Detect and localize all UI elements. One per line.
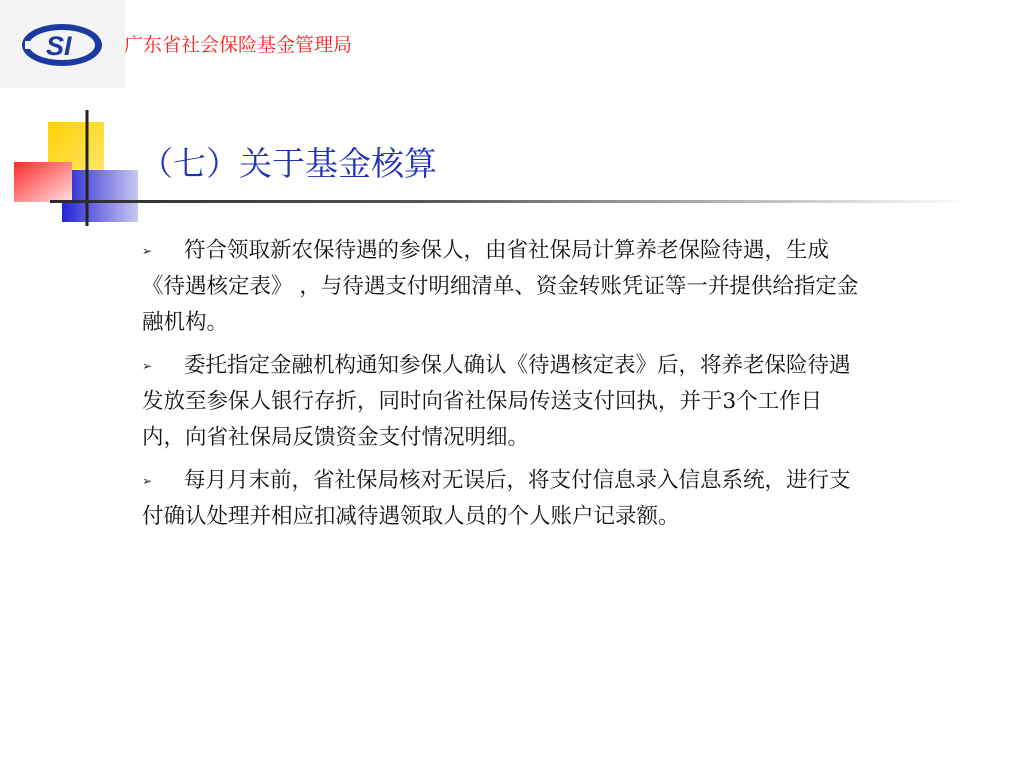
si-logo-icon <box>20 22 104 68</box>
bullet-text: 委托指定金融机构通知参保人确认《待遇核定表》后，将养老保险待遇发放至参保人银行存折，同时向省社保局传送支付回执，并于3个工作日内，向省社保局反馈资金支付情况明细。 <box>142 353 851 450</box>
red-square <box>14 162 72 202</box>
bullet-text: 符合领取新农保待遇的参保人，由省社保局计算养老保险待遇，生成《待遇核定表》 ，与待遇支付明细清单、资金转账凭证等一并提供给指定金融机构。 <box>142 238 859 335</box>
bullet-text: 每月月末前，省社保局核对无误后，将支付信息录入信息系统，进行支付确认处理并相应扣减待遇领取人员的个人账户记录额。 <box>142 468 851 529</box>
slide-title: （七）关于基金核算 <box>140 144 437 183</box>
arrow-bullet-icon: ➢ <box>142 244 153 258</box>
list-item <box>142 348 862 456</box>
list-item <box>142 233 862 341</box>
arrow-bullet-icon: ➢ <box>142 474 153 488</box>
logo-area <box>0 0 125 88</box>
title-underline <box>50 200 970 203</box>
arrow-bullet-icon: ➢ <box>142 359 153 373</box>
organization-name: 广东省社会保险基金管理局 <box>124 34 353 56</box>
logo-text: SI <box>46 31 72 61</box>
list-item <box>142 463 862 535</box>
blue-square <box>62 170 138 222</box>
bullet-list <box>142 233 862 542</box>
